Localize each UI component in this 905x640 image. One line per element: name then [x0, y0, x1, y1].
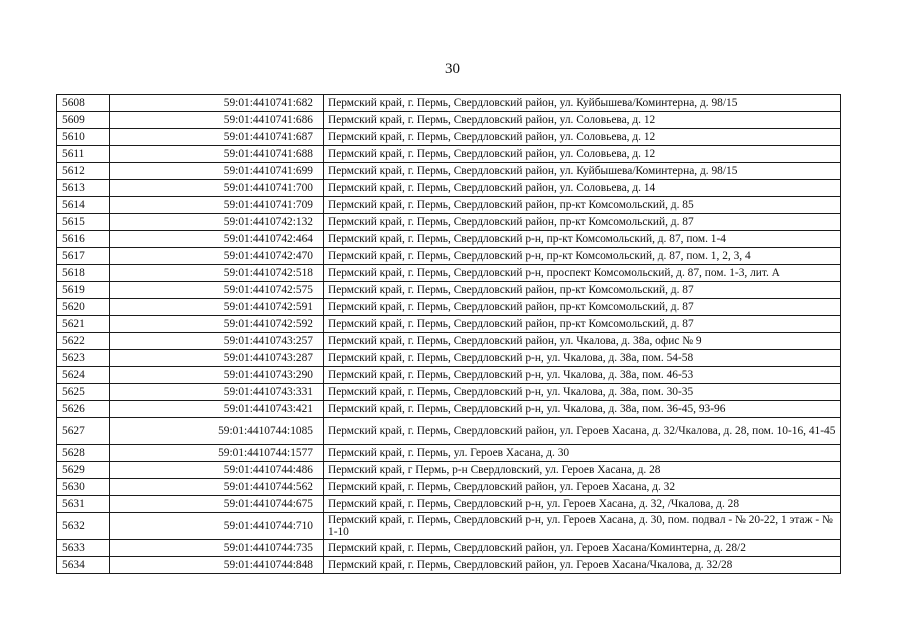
cadastral-number-cell: 59:01:4410741:709	[110, 197, 324, 214]
table-row	[57, 299, 841, 316]
table-row	[57, 146, 841, 163]
cadastral-number-cell: 59:01:4410743:287	[110, 350, 324, 367]
row-number-cell: 5630	[57, 479, 110, 496]
table-row	[57, 282, 841, 299]
table-row	[57, 248, 841, 265]
address-cell: Пермский край, г. Пермь, Свердловский район, ул. Соловьева, д. 14	[324, 180, 841, 197]
cadastral-number-cell: 59:01:4410744:675	[110, 496, 324, 513]
row-number-cell: 5624	[57, 367, 110, 384]
row-number-cell: 5608	[57, 95, 110, 112]
address-cell: Пермский край, г. Пермь, Свердловский р-н, ул. Героев Хасана, д. 32, /Чкалова, д. 28	[324, 496, 841, 513]
row-number-cell: 5610	[57, 129, 110, 146]
row-number-cell: 5620	[57, 299, 110, 316]
table-row	[57, 112, 841, 129]
address-cell: Пермский край, г. Пермь, Свердловский район, пр-кт Комсомольский, д. 87	[324, 299, 841, 316]
cadastral-number-cell: 59:01:4410744:735	[110, 540, 324, 557]
row-number-cell: 5628	[57, 445, 110, 462]
cadastral-number-cell: 59:01:4410742:518	[110, 265, 324, 282]
cadastral-number-cell: 59:01:4410741:688	[110, 146, 324, 163]
cadastral-number-cell: 59:01:4410743:331	[110, 384, 324, 401]
table-row	[57, 513, 841, 540]
page-number: 30	[445, 61, 460, 77]
address-cell: Пермский край, г. Пермь, Свердловский район, ул. Героев Хасана, д. 32	[324, 479, 841, 496]
cadastral-number-cell: 59:01:4410741:686	[110, 112, 324, 129]
address-cell: Пермский край, г. Пермь, Свердловский район, ул. Соловьева, д. 12	[324, 146, 841, 163]
row-number-cell: 5617	[57, 248, 110, 265]
address-cell: Пермский край, г. Пермь, Свердловский район, ул. Куйбышева/Коминтерна, д. 98/15	[324, 95, 841, 112]
address-cell: Пермский край, г. Пермь, Свердловский район, ул. Героев Хасана/Коминтерна, д. 28/2	[324, 540, 841, 557]
address-cell: Пермский край, г. Пермь, Свердловский район, ул. Куйбышева/Коминтерна, д. 98/15	[324, 163, 841, 180]
table-row	[57, 557, 841, 574]
row-number-cell: 5622	[57, 333, 110, 350]
row-number-cell: 5613	[57, 180, 110, 197]
address-cell: Пермский край, г. Пермь, Свердловский район, ул. Соловьева, д. 12	[324, 112, 841, 129]
row-number-cell: 5609	[57, 112, 110, 129]
table-row	[57, 479, 841, 496]
table-row	[57, 197, 841, 214]
row-number-cell: 5625	[57, 384, 110, 401]
row-number-cell: 5621	[57, 316, 110, 333]
table-row	[57, 445, 841, 462]
table-row	[57, 384, 841, 401]
row-number-cell: 5618	[57, 265, 110, 282]
address-cell: Пермский край, г. Пермь, Свердловский район, пр-кт Комсомольский, д. 87	[324, 214, 841, 231]
table-row	[57, 316, 841, 333]
cadastral-number-cell: 59:01:4410744:1085	[110, 418, 324, 445]
cadastral-number-cell: 59:01:4410742:591	[110, 299, 324, 316]
cadastral-number-cell: 59:01:4410743:290	[110, 367, 324, 384]
address-cell: Пермский край, г. Пермь, Свердловский р-н, ул. Чкалова, д. 38а, пом. 30-35	[324, 384, 841, 401]
address-cell: Пермский край, г. Пермь, Свердловский район, ул. Соловьева, д. 12	[324, 129, 841, 146]
table-row	[57, 350, 841, 367]
cadastral-number-cell: 59:01:4410742:464	[110, 231, 324, 248]
address-cell: Пермский край, г Пермь, р-н Свердловский, ул. Героев Хасана, д. 28	[324, 462, 841, 479]
cadastral-number-cell: 59:01:4410741:700	[110, 180, 324, 197]
cadastral-number-cell: 59:01:4410744:486	[110, 462, 324, 479]
cadastral-number-cell: 59:01:4410742:592	[110, 316, 324, 333]
address-cell: Пермский край, г. Пермь, Свердловский р-н, пр-кт Комсомольский, д. 87, пом. 1-4	[324, 231, 841, 248]
cadastral-number-cell: 59:01:4410743:257	[110, 333, 324, 350]
table-row	[57, 540, 841, 557]
table-row	[57, 265, 841, 282]
table-row	[57, 496, 841, 513]
cadastral-number-cell: 59:01:4410742:470	[110, 248, 324, 265]
cadastral-number-cell: 59:01:4410744:1577	[110, 445, 324, 462]
address-cell: Пермский край, г. Пермь, Свердловский р-н, ул. Чкалова, д. 38а, пом. 54-58	[324, 350, 841, 367]
row-number-cell: 5614	[57, 197, 110, 214]
table-row	[57, 231, 841, 248]
row-number-cell: 5615	[57, 214, 110, 231]
table-row	[57, 180, 841, 197]
address-cell: Пермский край, г. Пермь, Свердловский район, пр-кт Комсомольский, д. 85	[324, 197, 841, 214]
address-cell: Пермский край, г. Пермь, Свердловский р-н, пр-кт Комсомольский, д. 87, пом. 1, 2, 3, 4	[324, 248, 841, 265]
cadastral-number-cell: 59:01:4410742:132	[110, 214, 324, 231]
registry-table-body	[57, 95, 841, 574]
row-number-cell: 5631	[57, 496, 110, 513]
row-number-cell: 5629	[57, 462, 110, 479]
address-cell: Пермский край, г. Пермь, Свердловский р-н, проспект Комсомольский, д. 87, пом. 1-3, лит. А	[324, 265, 841, 282]
row-number-cell: 5633	[57, 540, 110, 557]
table-row	[57, 214, 841, 231]
row-number-cell: 5634	[57, 557, 110, 574]
cadastral-number-cell: 59:01:4410742:575	[110, 282, 324, 299]
table-row	[57, 401, 841, 418]
table-row	[57, 462, 841, 479]
address-cell: Пермский край, г. Пермь, ул. Героев Хасана, д. 30	[324, 445, 841, 462]
row-number-cell: 5619	[57, 282, 110, 299]
cadastral-number-cell: 59:01:4410744:562	[110, 479, 324, 496]
registry-table	[56, 94, 841, 574]
cadastral-number-cell: 59:01:4410744:710	[110, 513, 324, 540]
table-row	[57, 418, 841, 445]
address-cell: Пермский край, г. Пермь, Свердловский р-н, ул. Чкалова, д. 38а, пом. 36-45, 93-96	[324, 401, 841, 418]
address-cell: Пермский край, г. Пермь, Свердловский р-н, ул. Чкалова, д. 38а, пом. 46-53	[324, 367, 841, 384]
cadastral-number-cell: 59:01:4410741:687	[110, 129, 324, 146]
table-row	[57, 129, 841, 146]
table-row	[57, 163, 841, 180]
address-cell: Пермский край, г. Пермь, Свердловский район, пр-кт Комсомольский, д. 87	[324, 282, 841, 299]
table-row	[57, 367, 841, 384]
address-cell: Пермский край, г. Пермь, Свердловский р-н, ул. Героев Хасана, д. 30, пом. подвал - № 20-22, 1 этаж - № 1-10	[324, 513, 841, 540]
cadastral-number-cell: 59:01:4410741:699	[110, 163, 324, 180]
address-cell: Пермский край, г. Пермь, Свердловский район, ул. Героев Хасана, д. 32/Чкалова, д. 28, пом. 10-16, 41-45	[324, 418, 841, 445]
table-row	[57, 333, 841, 350]
row-number-cell: 5616	[57, 231, 110, 248]
address-cell: Пермский край, г. Пермь, Свердловский район, ул. Героев Хасана/Чкалова, д. 32/28	[324, 557, 841, 574]
cadastral-number-cell: 59:01:4410744:848	[110, 557, 324, 574]
row-number-cell: 5627	[57, 418, 110, 445]
address-cell: Пермский край, г. Пермь, Свердловский район, пр-кт Комсомольский, д. 87	[324, 316, 841, 333]
row-number-cell: 5611	[57, 146, 110, 163]
cadastral-number-cell: 59:01:4410741:682	[110, 95, 324, 112]
table-row	[57, 95, 841, 112]
row-number-cell: 5632	[57, 513, 110, 540]
row-number-cell: 5612	[57, 163, 110, 180]
row-number-cell: 5623	[57, 350, 110, 367]
row-number-cell: 5626	[57, 401, 110, 418]
address-cell: Пермский край, г. Пермь, Свердловский район, ул. Чкалова, д. 38а, офис № 9	[324, 333, 841, 350]
cadastral-number-cell: 59:01:4410743:421	[110, 401, 324, 418]
